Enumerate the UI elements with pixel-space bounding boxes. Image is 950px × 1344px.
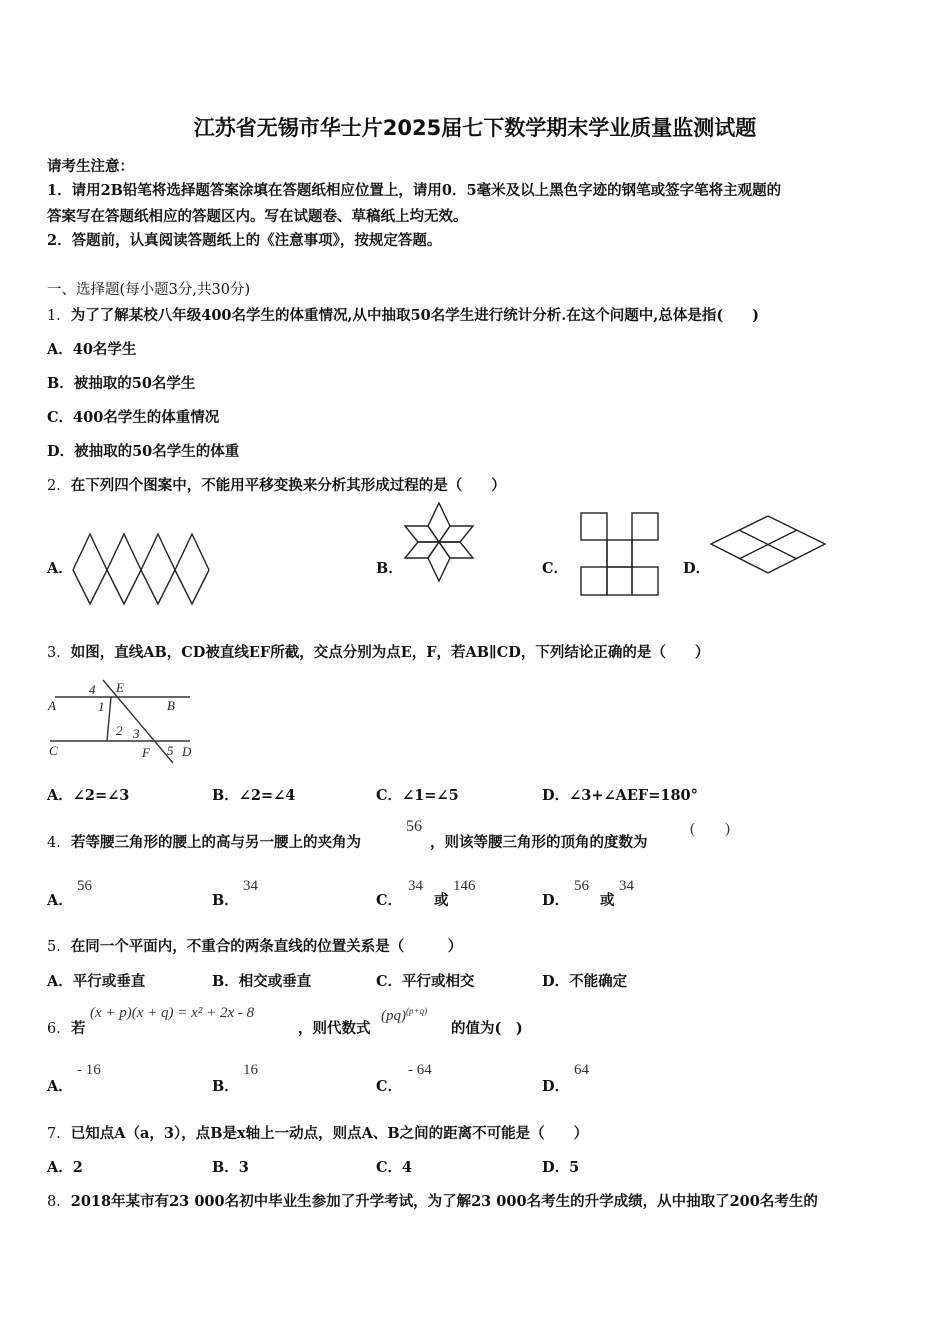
figure-label: 5 [167, 743, 174, 758]
expr-base: (pq) [381, 1008, 406, 1024]
q2-label-c: C． [542, 560, 569, 577]
notice-line-1: 1．请用2B铅笔将选择题答案涂填在答题纸相应位置上，请用0．5毫米及以上黑色字迹的钢笔或签字笔将主观题的 [47, 182, 782, 199]
figure-label: C [49, 743, 58, 758]
question-number: 3． [47, 645, 71, 661]
question-number: 1． [47, 308, 71, 324]
question-7 [47, 1122, 588, 1143]
q4-option-d-or: 或 [600, 892, 615, 909]
q4-label-b: B． [212, 892, 239, 909]
question-6-text-mid: ，则代数式 [298, 1020, 371, 1037]
q4-option-d-value1: 56 [574, 878, 589, 894]
q5-option-a: A．平行或垂直 [47, 973, 146, 990]
q4-option-c-value1: 34 [408, 878, 423, 894]
q7-option-a: A．2 [47, 1159, 83, 1176]
q3-option-d: D．∠3+∠AEF=180° [542, 787, 698, 804]
question-6-if: 若 [71, 1020, 86, 1037]
q4-option-c-value2: 146 [453, 878, 476, 894]
question-number: 2． [47, 478, 71, 494]
figure-label: 3 [133, 726, 140, 741]
q5-option-c: C．平行或相交 [376, 973, 475, 990]
expr-exponent: (p+q) [406, 1006, 428, 1016]
notice-heading: 请考生注意： [47, 158, 134, 175]
q1-option-b: B．被抽取的50名学生 [47, 375, 196, 392]
q4-label-d: D． [542, 892, 570, 909]
line-ef [103, 680, 173, 763]
notice-line-3: 2．答题前，认真阅读答题纸上的《注意事项》，按规定答题。 [47, 232, 442, 249]
question-4-paren: ( ) [690, 821, 730, 837]
q5-option-d: D．不能确定 [542, 973, 628, 990]
question-5 [47, 935, 462, 956]
page-title: 江苏省无锡市华士片2025届七下数学期末学业质量监测试题 [193, 116, 757, 140]
question-6-text-end: 的值为( ) [451, 1020, 523, 1037]
q5-option-b: B．相交或垂直 [212, 973, 312, 990]
q3-option-a: A．∠2=∠3 [47, 787, 130, 804]
question-text: 2018年某市有23 000名初中毕业生参加了升学考试，为了解23 000名考生的升学成绩，从中抽取了200名考生的 [70, 1193, 818, 1210]
q1-option-a: A．40名学生 [47, 341, 137, 358]
q4-option-d-value2: 34 [619, 878, 634, 894]
q6-label-a: A． [47, 1078, 73, 1095]
notice-line-2: 答案写在答题纸相应的答题区内。写在试题卷、草稿纸上均无效。 [47, 208, 468, 225]
q3-option-b: B．∠2=∠4 [212, 787, 296, 804]
question-text: 在下列四个图案中，不能用平移变换来分析其形成过程的是（ ） [70, 477, 506, 494]
figure-label: A [48, 698, 56, 713]
q6-label-c: C． [376, 1078, 403, 1095]
figure-label: 1 [98, 699, 105, 714]
figure-label: E [116, 680, 124, 695]
question-4-angle: 56 [406, 818, 422, 835]
q2-label-a: A． [47, 560, 73, 577]
question-6-equation: (x + p)(x + q) = x² + 2x - 8 [90, 1005, 255, 1021]
q7-option-d: D．5 [542, 1159, 580, 1176]
q4-label-c: C． [376, 892, 403, 909]
q1-option-d: D．被抽取的50名学生的体重 [47, 443, 240, 460]
question-4-text-after: ，则该等腰三角形的顶角的度数为 [430, 834, 648, 851]
figure-label: 2 [116, 723, 123, 738]
q6-option-c-value: - 64 [408, 1062, 432, 1078]
q4-option-c-or: 或 [434, 892, 449, 909]
figure-label: B [167, 698, 175, 713]
question-text: 已知点A（a，3），点B是x轴上一动点，则点A、B之间的距离不可能是（ ） [70, 1125, 589, 1142]
question-text: 在同一个平面内，不重合的两条直线的位置关系是（ ） [70, 938, 463, 955]
q6-option-a-value: - 16 [77, 1062, 101, 1078]
q1-option-c: C．400名学生的体重情况 [47, 409, 220, 426]
q6-option-d-value: 64 [574, 1062, 589, 1078]
q2-label-b: B． [376, 560, 403, 577]
question-8 [47, 1190, 818, 1211]
q6-label-b: B． [212, 1078, 239, 1095]
q7-option-c: C．4 [376, 1159, 413, 1176]
q4-option-b-value: 34 [243, 878, 258, 894]
question-6-expr [381, 1006, 427, 1025]
figure-label: D [182, 744, 192, 759]
q3-option-c: C．∠1=∠5 [376, 787, 459, 804]
q4-label-a: A． [47, 892, 73, 909]
question-number: 7． [47, 1126, 71, 1142]
question-number: 8． [47, 1194, 71, 1210]
question-text: 为了了解某校八年级400名学生的体重情况,从中抽取50名学生进行统计分析.在这个问题中,总体是指( ) [70, 307, 760, 324]
q2-label-d: D． [683, 560, 711, 577]
line-e-to-cd [107, 697, 111, 741]
figure-label: 4 [89, 682, 96, 697]
question-number: 5． [47, 939, 71, 955]
q6-option-b-value: 16 [243, 1062, 258, 1078]
q6-label-d: D． [542, 1078, 570, 1095]
question-4-text-before: 若等腰三角形的腰上的高与另一腰上的夹角为 [71, 834, 361, 851]
question-text: 如图，直线AB，CD被直线EF所截，交点分别为点E，F，若AB∥CD，下列结论正确的是（ ） [70, 644, 710, 661]
question-6-num: 6． [47, 1021, 71, 1037]
q4-option-a-value: 56 [77, 878, 92, 894]
section-heading: 一、选择题(每小题3分,共30分) [47, 282, 251, 298]
q7-option-b: B．3 [212, 1159, 249, 1176]
figure-label: F [142, 745, 150, 760]
question-4-num: 4． [47, 835, 71, 851]
